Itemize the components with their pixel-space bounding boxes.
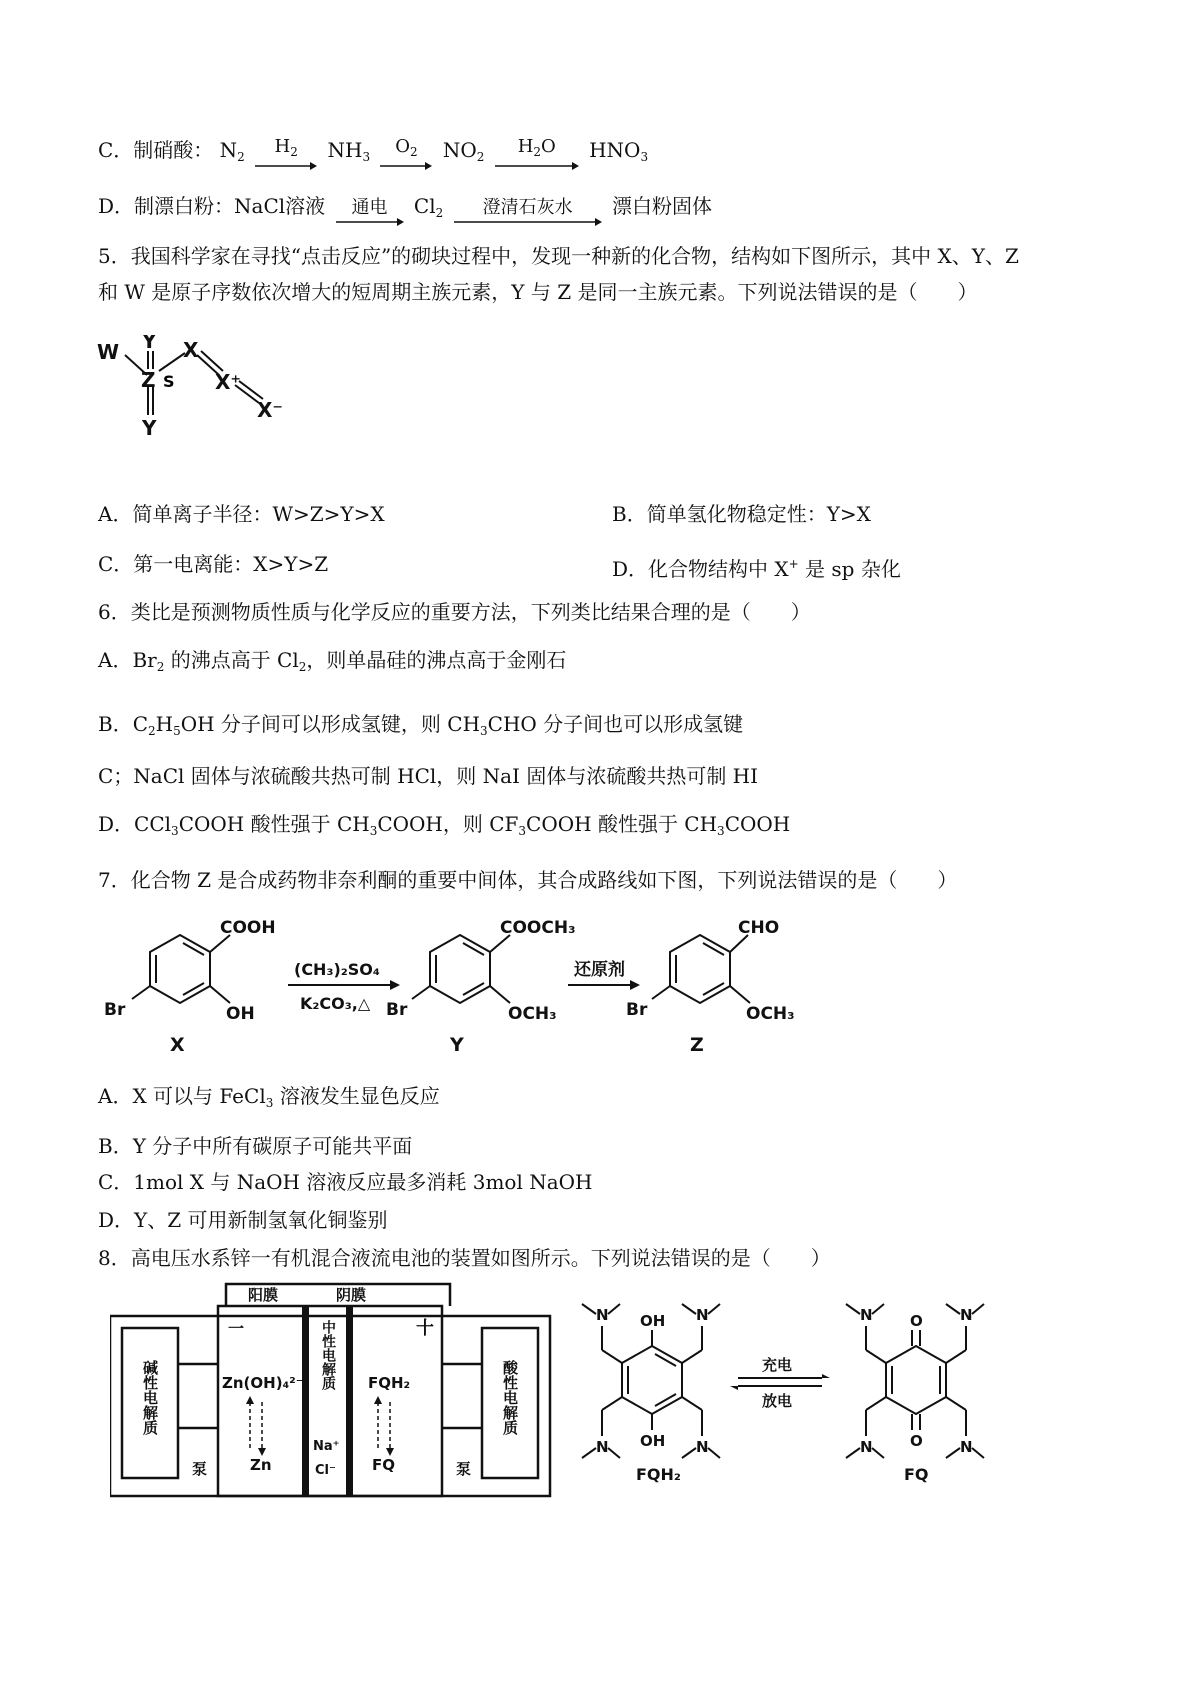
- q4d-product: 漂白粉固体: [611, 194, 712, 218]
- q7-label-z: Z: [690, 1034, 704, 1055]
- q4d-prefix: D．制漂白粉：NaCl溶液: [98, 194, 326, 218]
- q4c-arrow-2: $O_2$: [380, 138, 432, 171]
- q8-right-reaction-arrows: [378, 1402, 390, 1450]
- q8-fqh2-oh-bottom: OH: [640, 1432, 666, 1450]
- q8-label-discharge: 放电: [762, 1392, 793, 1410]
- q5-option-b: B．简单氢化物稳定性：Y>X: [612, 502, 871, 526]
- q8-label-zn-oh4: Zn(OH)₄²⁻: [222, 1374, 304, 1392]
- q7-option-a: A．X 可以与 FeCl$_3$ 溶液发生显色反应: [98, 1084, 440, 1110]
- q4c-no2: $NO_2$: [442, 138, 485, 164]
- q4c-prefix: C．制硝酸：: [98, 138, 214, 162]
- q7-reagent-2: K₂CO₃,△: [300, 994, 371, 1013]
- q8-label-right-tank: 酸性电解质: [501, 1360, 519, 1435]
- q5-stem-line2: 和 W 是原子序数依次增大的短周期主族元素，Y 与 Z 是同一主族元素。下列说法错误的是（ ）: [98, 280, 978, 304]
- q4c-arrow-1: $H_2$: [255, 138, 317, 171]
- q5-label-s: S: [163, 372, 175, 391]
- q4d-cl2: $Cl_2$: [413, 194, 444, 220]
- q8-label-middle: 中性电解质: [320, 1320, 336, 1390]
- q7-y-och3: OCH₃: [508, 1004, 557, 1024]
- q5-stem-line1: 5．我国科学家在寻找“点击反应”的砌块过程中，发现一种新的化合物，结构如下图所示，其中 X、Y、Z: [98, 244, 1019, 268]
- q7-label-x: X: [170, 1034, 185, 1055]
- q7-y-br: Br: [386, 1000, 408, 1020]
- q7-x-cooh: COOH: [220, 918, 276, 938]
- q7-x-br: Br: [104, 1000, 126, 1020]
- q7-z-cho: CHO: [738, 918, 780, 938]
- q7-ring-x: [132, 935, 230, 1003]
- q4d-arrow-2: 澄清石灰水: [454, 199, 602, 227]
- q4c-hno3: $HNO_3$: [589, 138, 649, 164]
- q8-fqh2-n4: N: [696, 1438, 709, 1456]
- q7-reagent-1: (CH₃)₂SO₄: [294, 960, 380, 979]
- q8-label-mol-fq: FQ: [904, 1465, 929, 1484]
- q8-left-reaction-arrows: [250, 1402, 262, 1450]
- q8-anion-membrane: [346, 1306, 353, 1496]
- q8-battery-figure: [110, 1278, 560, 1498]
- q8-molecule-figure: [560, 1290, 1000, 1490]
- q6-option-b: B．$C_2H_5OH$ 分子间可以形成氢键，则 $CH_3CHO$ 分子间也可以形成氢键: [98, 712, 744, 738]
- q8-fqh2-n1: N: [596, 1306, 609, 1324]
- q5-atom-y-top: Y: [142, 335, 157, 353]
- q7-label-y: Y: [450, 1034, 464, 1055]
- q5-atom-xplus: X⁺: [215, 370, 241, 394]
- q4c-n2: $N_2$: [219, 138, 245, 164]
- q8-stem: 8．高电压水系锌一有机混合液流电池的装置如图所示。下列说法错误的是（ ）: [98, 1246, 831, 1270]
- q5-option-d: D．化合物结构中 X+ 是 sp 杂化: [612, 557, 901, 581]
- q8-label-fqh2: FQH₂: [368, 1374, 411, 1392]
- q4d-arrow-1: 通电: [336, 199, 404, 227]
- q8-negative-sign: 一: [228, 1319, 245, 1338]
- q7-reagent-3: 还原剂: [574, 960, 625, 980]
- q8-fq-n2: N: [960, 1306, 973, 1324]
- q7-x-oh: OH: [226, 1004, 255, 1024]
- q8-label-charge: 充电: [762, 1356, 793, 1374]
- q7-option-b: B．Y 分子中所有碳原子可能共平面: [98, 1134, 413, 1158]
- q7-ring-z: [652, 935, 750, 1003]
- q8-label-cl: Cl⁻: [315, 1463, 336, 1478]
- q6-stem: 6．类比是预测物质性质与化学反应的重要方法，下列类比结果合理的是（ ）: [98, 600, 811, 624]
- q5-bond-z-x: [159, 353, 185, 371]
- q5-atom-xminus: X⁻: [257, 398, 283, 422]
- q5-atom-w: W: [97, 340, 120, 364]
- q5-atom-y-bottom: Y: [142, 416, 157, 440]
- q8-fq-n1: N: [860, 1306, 873, 1324]
- q5-atom-x: X: [183, 338, 199, 362]
- q4c-nh3: $NH_3$: [327, 138, 371, 164]
- q8-cation-membrane: [302, 1306, 309, 1496]
- q4-option-c: [98, 136, 648, 171]
- q8-label-pump-left: 泵: [192, 1460, 208, 1478]
- q8-label-pump-right: 泵: [456, 1460, 472, 1478]
- q5-option-c: C．第一电离能：X>Y>Z: [98, 552, 329, 576]
- q8-label-mol-fqh2: FQH₂: [636, 1465, 681, 1484]
- q5-structure-figure: [95, 335, 325, 485]
- q8-label-zn: Zn: [250, 1456, 272, 1474]
- q8-fq-n4: N: [960, 1438, 973, 1456]
- q7-synthesis-figure: [90, 905, 870, 1055]
- q8-label-fq: FQ: [372, 1456, 395, 1474]
- q4-option-d: [98, 192, 712, 227]
- q7-option-c: C．1mol X 与 NaOH 溶液反应最多消耗 3mol NaOH: [98, 1170, 593, 1194]
- q7-arrow-2: [568, 959, 640, 990]
- q7-ring-y: [412, 935, 510, 1003]
- q6-option-a: A．$Br_2$ 的沸点高于 $Cl_2$，则单晶硅的沸点高于金刚石: [98, 648, 567, 674]
- q7-arrow-1: [288, 960, 400, 1013]
- q7-y-cooch3: COOCH₃: [500, 918, 576, 938]
- q8-label-left-tank: 碱性电解质: [141, 1360, 159, 1435]
- q7-option-d: D．Y、Z 可用新制氢氧化铜鉴别: [98, 1208, 388, 1232]
- q4c-arrow-3: $H_2O$: [495, 138, 579, 171]
- q8-equilibrium-arrows: [730, 1356, 830, 1410]
- q7-stem: 7．化合物 Z 是合成药物非奈利酮的重要中间体，其合成路线如下图，下列说法错误的是（ ）: [98, 868, 958, 892]
- q8-positive-sign: 十: [416, 1318, 434, 1339]
- q6-option-d: D．CCl$_3$COOH 酸性强于 $CH_3COOH$，则 $CF_3COOH$ 酸性强于 $CH_3COOH$: [98, 812, 791, 838]
- q5-atom-z: Z: [141, 368, 156, 392]
- q7-z-och3: OCH₃: [746, 1004, 795, 1024]
- q8-fqh2-oh-top: OH: [640, 1312, 666, 1330]
- q6-option-c: C；NaCl 固体与浓硫酸共热可制 HCl，则 NaI 固体与浓硫酸共热可制 HI: [98, 764, 759, 788]
- q8-fqh2-n2: N: [696, 1306, 709, 1324]
- q8-label-anion-membrane: 阴膜: [336, 1286, 367, 1304]
- q8-fqh2-n3: N: [596, 1438, 609, 1456]
- q8-fq-o-bottom: O: [910, 1432, 923, 1450]
- q8-fq-n3: N: [860, 1438, 873, 1456]
- q8-fq-o-top: O: [910, 1312, 923, 1330]
- q8-label-na: Na⁺: [313, 1439, 340, 1454]
- q7-z-br: Br: [626, 1000, 648, 1020]
- q8-label-cation-membrane: 阳膜: [248, 1286, 279, 1304]
- q5-option-a: A．简单离子半径：W>Z>Y>X: [98, 502, 385, 526]
